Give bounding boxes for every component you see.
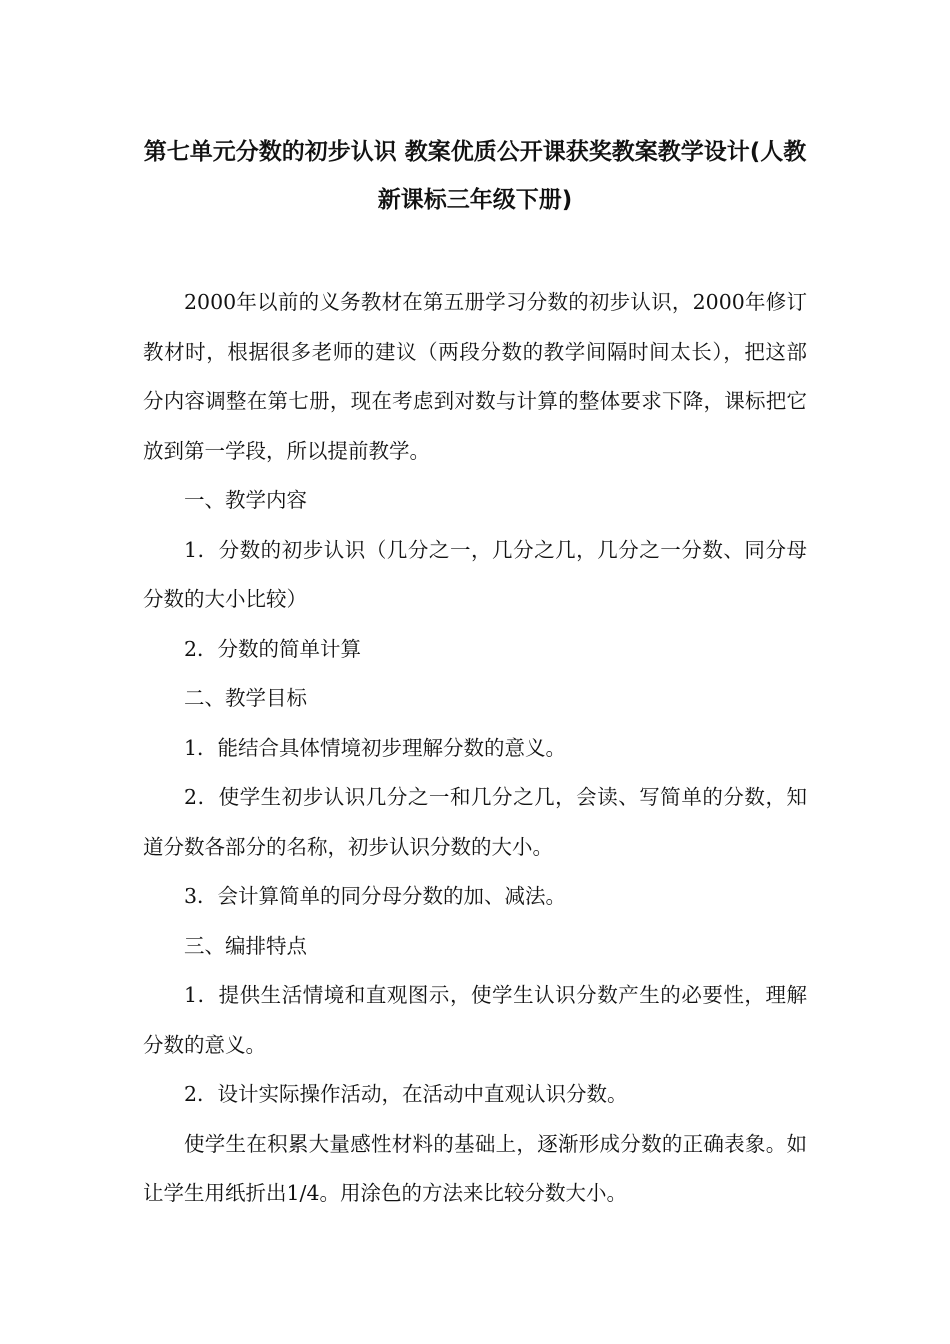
paragraph-feature-2: 2．设计实际操作活动，在活动中直观认识分数。 [184, 1082, 628, 1106]
heading-teaching-content: 一、教学内容 [184, 488, 307, 512]
paragraph-feature-detail: 使学生在积累大量感性材料的基础上，逐渐形成分数的正确表象。如让学生用纸折出1/4。用涂色的方法来比较分数大小。 [143, 1131, 807, 1205]
paragraph-content-item-2: 2．分数的简单计算 [184, 636, 362, 661]
heading-arrangement-features: 三、编排特点 [184, 933, 307, 958]
paragraph-intro: 2000年以前的义务教材在第五册学习分数的初步认识，2000年修订教材时，根据很多老师的建议（两段分数的教学间隔时间太长），把这部分内容调整在第七册，现在考虑到对数与计算的整体要求下降，课标把它放到第一学段，所以提前教学。 [143, 290, 807, 463]
document-title: 第七单元分数的初步认识 教案优质公开课获奖教案教学设计(人教新课标三年级下册) [143, 139, 807, 213]
heading-teaching-goals: 二、教学目标 [184, 686, 307, 710]
paragraph-goal-1: 1．能结合具体情境初步理解分数的意义。 [184, 735, 567, 760]
paragraph-feature-1: 1．提供生活情境和直观图示，使学生认识分数产生的必要性，理解分数的意义。 [143, 983, 807, 1057]
paragraph-goal-3: 3．会计算简单的同分母分数的加、减法。 [184, 884, 567, 908]
paragraph-goal-2: 2．使学生初步认识几分之一和几分之几，会读、写简单的分数，知道分数各部分的名称，初步认识分数的大小。 [143, 785, 807, 859]
document-body [143, 278, 807, 1219]
paragraph-content-item-1: 1．分数的初步认识（几分之一，几分之几，几分之一分数、同分母分数的大小比较） [143, 537, 807, 611]
